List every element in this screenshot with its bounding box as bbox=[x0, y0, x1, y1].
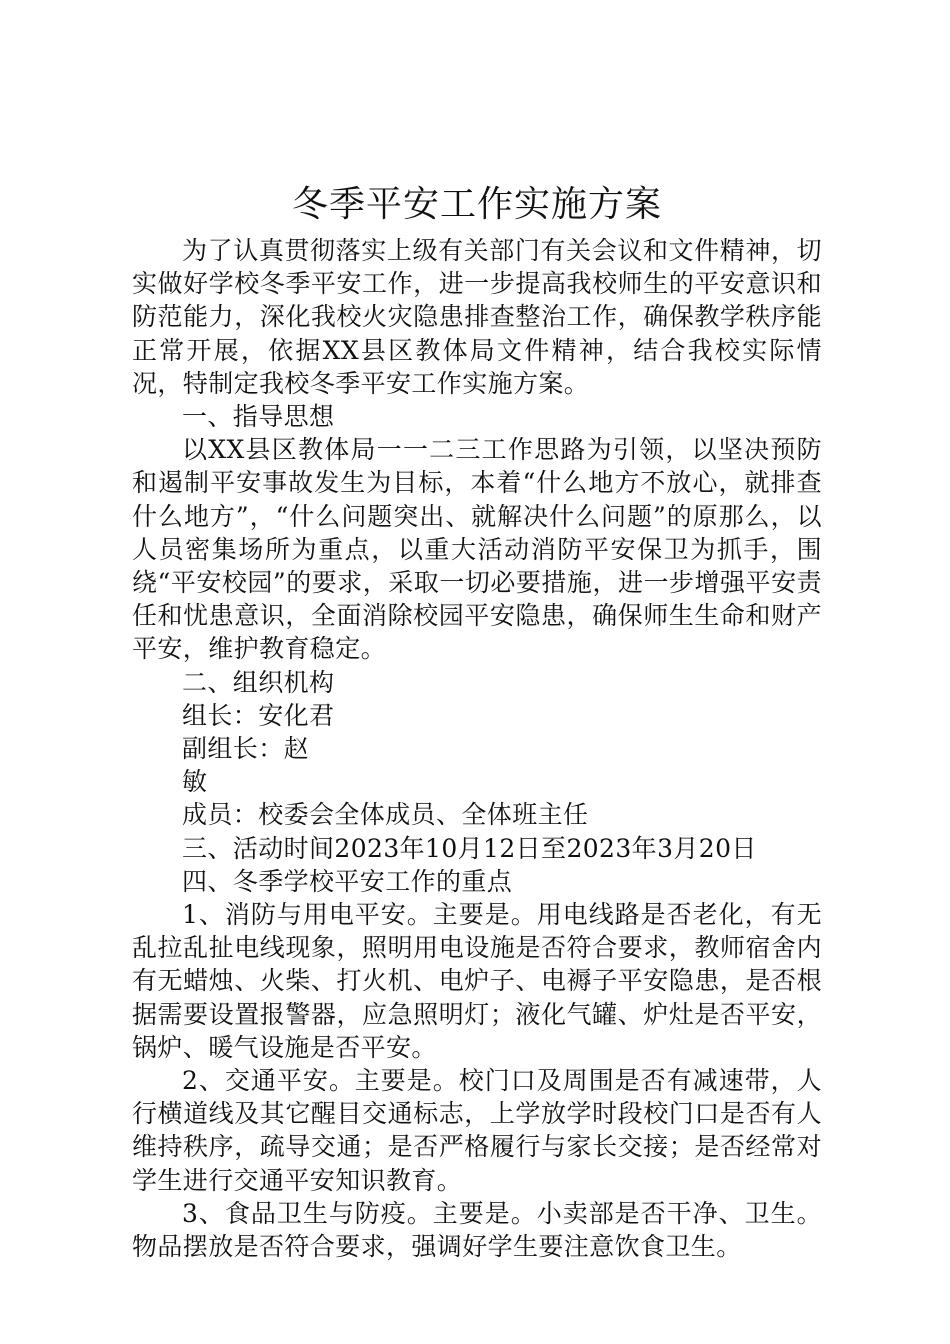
deputy-leader-continued: 敏 bbox=[182, 767, 208, 797]
intro-paragraph: 为了认真贯彻落实上级有关部门有关会议和文件精神，切实做好学校冬季平安工作，进一步提高我校师生的平安意识和防范能力，深化我校火灾隐患排查整治工作，确保教学秩序能正常开展，依据XX县区教体局文件精神，结合我校实际情况，特制定我校冬季平安工作实施方案。 bbox=[132, 236, 822, 398]
section-4-heading: 四、冬季学校平安工作的重点 bbox=[182, 866, 513, 896]
document-title: 冬季平安工作实施方案 bbox=[291, 184, 662, 225]
group-leader: 组长：安化君 bbox=[182, 700, 335, 730]
section-4-item-2: 2、交通平安。主要是。校门口及周围是否有减速带，人行横道线及其它醒目交通标志，上学放学时段校门口是否有人维持秩序，疏导交通；是否严格履行与家长交接；是否经常对学生进行交通平安知识教育。 bbox=[132, 1066, 822, 1195]
section-1-body: 以XX县区教体局一一二三工作思路为引领，以坚决预防和遏制平安事故发生为目标，本着“什么地方不放心，就排查什么地方”，“什么问题突出、就解决什么问题”的原那么，以人员密集场所为重点，以重大活动消防平安保卫为抓手，围绕“平安校园”的要求，采取一切必要措施，进一步增强平安责任和忧患意识，全面消除校园平安隐患，确保师生生命和财产平安，维护教育稳定。 bbox=[132, 435, 822, 664]
deputy-leader: 副组长：赵 bbox=[182, 734, 310, 764]
group-members: 成员：校委会全体成员、全体班主任 bbox=[182, 800, 589, 830]
section-2-heading: 二、组织机构 bbox=[182, 667, 335, 697]
document-page bbox=[132, 180, 822, 1263]
section-4-item-1: 1、消防与用电平安。主要是。用电线路是否老化，有无乱拉乱扯电线现象，照明用电设施是否符合要求，教师宿舍内有无蜡烛、火柴、打火机、电炉子、电褥子平安隐患，是否根据需要设置报警器，应急照明灯；液化气罐、炉灶是否平安，锅炉、暖气设施是否平安。 bbox=[132, 900, 822, 1062]
section-4-item-3: 3、食品卫生与防疫。主要是。小卖部是否干净、卫生。物品摆放是否符合要求，强调好学生要注意饮食卫生。 bbox=[132, 1198, 822, 1262]
section-1-heading: 一、指导思想 bbox=[182, 402, 335, 432]
section-3-heading: 三、活动时间2023年10月12日至2023年3月20日 bbox=[182, 833, 757, 863]
